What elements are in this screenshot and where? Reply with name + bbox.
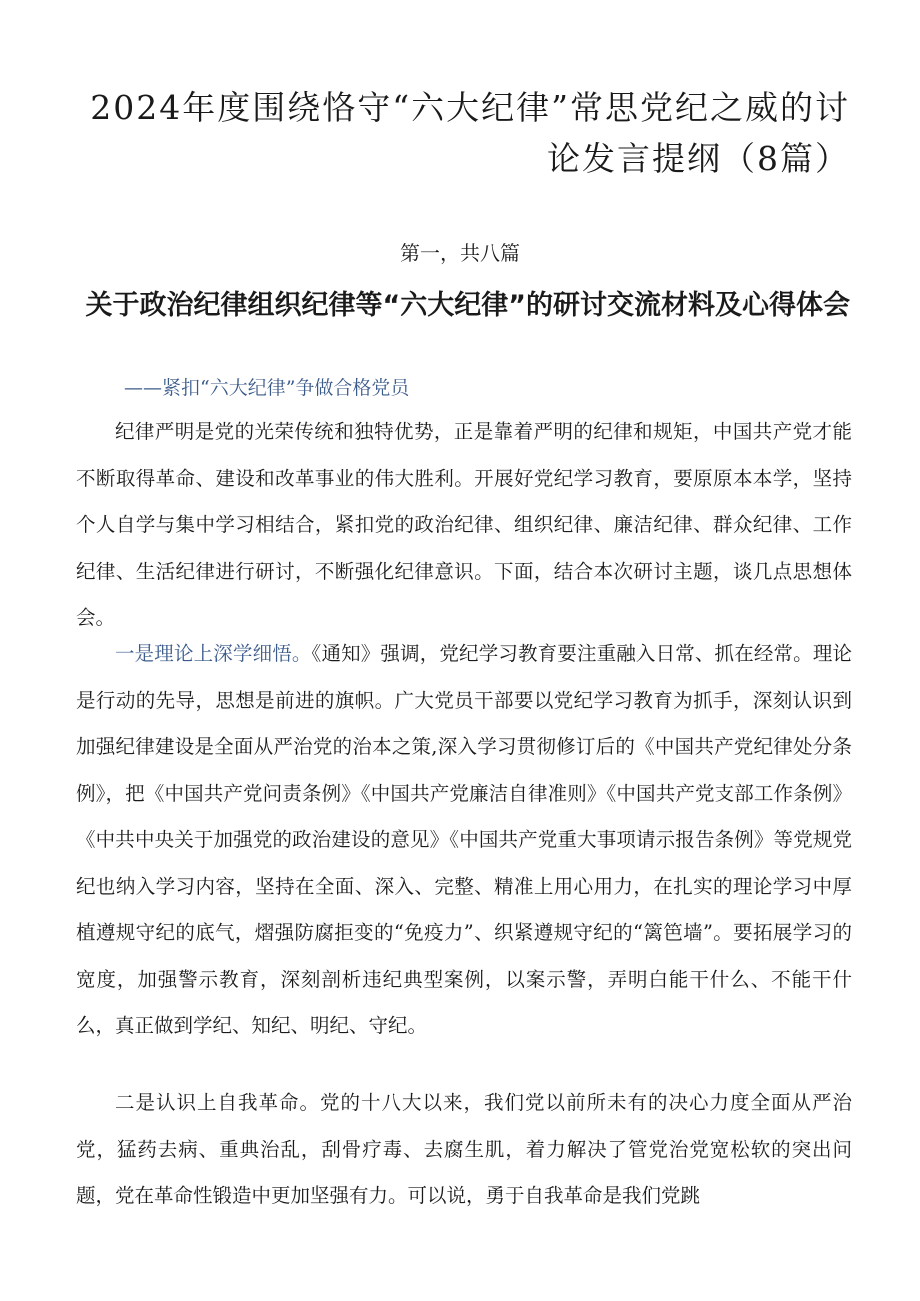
document-title: 2024年度围绕恪守“六大纪律”常思党纪之威的讨论发言提纲（8篇） bbox=[90, 88, 850, 178]
paragraph-lead-theory: 一是理论上深学细悟。 bbox=[115, 642, 312, 665]
paragraph-intro: 纪律严明是党的光荣传统和独特优势，正是靠着严明的纪律和规矩，中国共产党才能不断取得革命、建设和改革事业的伟大胜利。开展好党纪学习教育，要原原本本学，坚持个人自学与集中学习相结合，紧扣党的政治纪律、组织纪律、廉洁纪律、群众纪律、工作纪律、生活纪律进行研讨，不断强化纪律意识。下面，结合本次研讨主题，谈几点思想体会。 bbox=[76, 420, 852, 629]
paragraph-body-theory: 《通知》强调，党纪学习教育要注重融入日常、抓在经常。理论是行动的先导，思想是前进的旗帜。广大党员干部要以党纪学习教育为抓手，深刻认识到加强纪律建设是全面从严治党的治本之策,深入学习贯彻修订后的《中国共产党纪律处分条例》，把《中国共产党问责条例》《中国共产党廉洁自律准则》《中国共产党支部工作条例》《中共中央关于加强党的政治建设的意见》《中国共产党重大事项请示报告条例》等党规党纪也纳入学习内容，坚持在全面、深入、完整、精准上用心用力，在扎实的理论学习中厚植遵规守纪的底气，熠强防腐拒变的“免疫力”、织紧遵规守纪的“篱笆墙”。要拓展学习的宽度，加强警示教育，深刻剖析违纪典型案例，以案示警，弄明白能干什么、不能干什么，真正做到学纪、知纪、明纪、守纪。 bbox=[76, 642, 852, 1037]
paragraph-self-revolution: 二是认识上自我革命。党的十八大以来，我们党以前所未有的决心力度全面从严治党，猛药去病、重典治乱，刮骨疗毒、去腐生肌，着力解决了管党治党宽松软的突出问题，党在革命性锻造中更加坚强有力。可以说，勇于自我革命是我们党跳 bbox=[76, 1091, 852, 1207]
part-label: 第一，共八篇 bbox=[400, 241, 520, 265]
paragraph-theory bbox=[76, 631, 852, 1050]
article-subheading: ——紧扣“六大纪律”争做合格党员 bbox=[124, 377, 410, 399]
article-title: 关于政治纪律组织纪律等“六大纪律”的研讨交流材料及心得体会 bbox=[85, 290, 850, 321]
